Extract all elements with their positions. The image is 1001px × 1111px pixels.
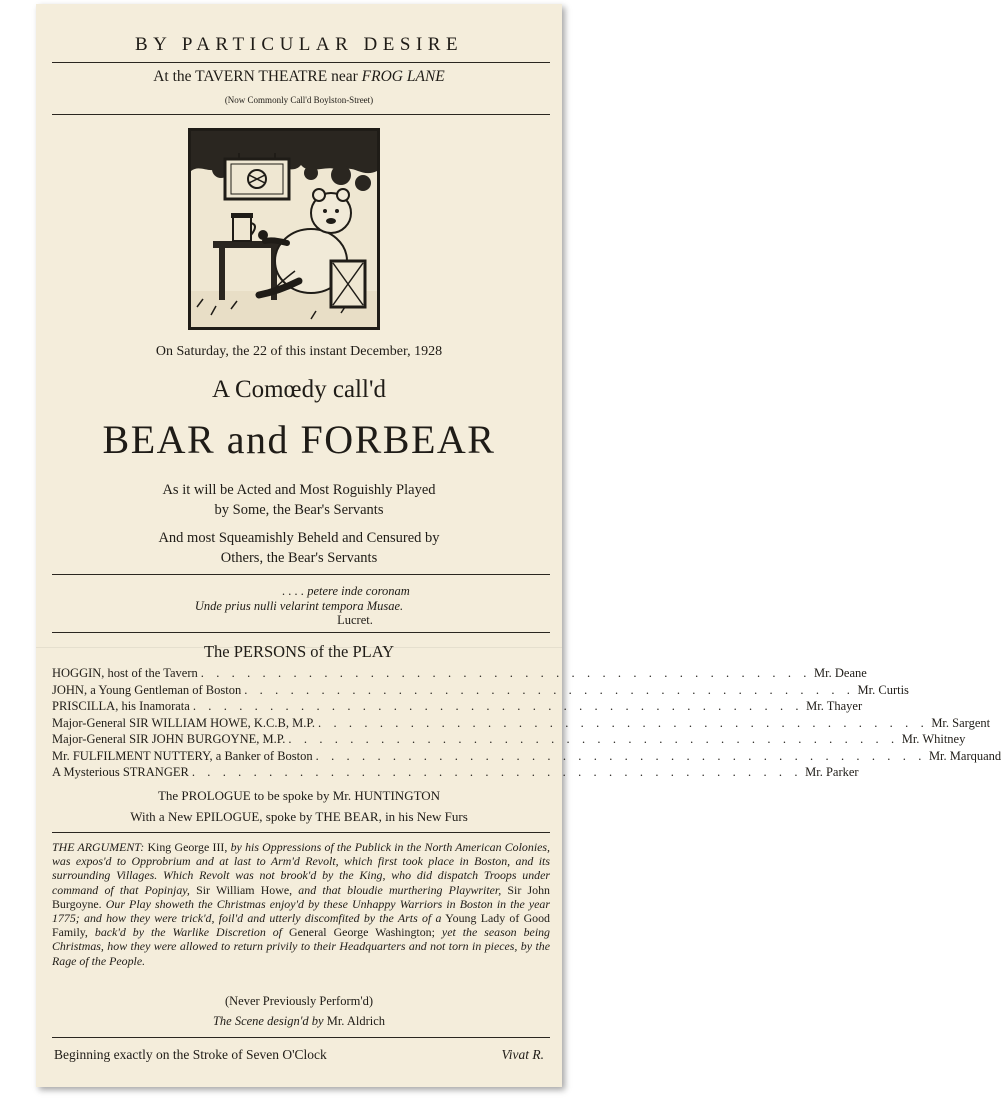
cast-actor: Mr. Marquand: [928, 748, 1001, 763]
cast-role: Major-General SIR WILLIAM HOWE, K.C.B, M.P.: [52, 715, 316, 730]
by-particular-desire-heading: BY PARTICULAR DESIRE: [134, 34, 464, 55]
cast-role: HOGGIN, host of the Tavern: [52, 666, 198, 680]
scene-credit: [36, 1014, 562, 1029]
leader-dots: . . . . . . . . . . . . . . . . . . . . . . . . . . . . . . . . . . . . . . . .: [244, 682, 855, 697]
frog-lane: FROG LANE: [361, 68, 445, 85]
street-note: (Now Commonly Call'd Boylston-Street): [224, 95, 374, 105]
rule-top: [52, 62, 550, 63]
cast-actor: Mr. Sargent: [931, 715, 991, 730]
latin-quotation: [36, 584, 562, 628]
prologue-line: The PROLOGUE to be spoke by Mr. HUNTINGTON: [157, 788, 441, 803]
quote-line-1: . . . . petere inde coronam: [282, 584, 410, 598]
cast-role: Major-General SIR JOHN BURGOYNE, M.P.: [52, 732, 286, 746]
theatre-name: At the TAVERN THEATRE near: [153, 68, 358, 85]
rule-header-bottom: [52, 114, 550, 115]
leader-dots: . . . . . . . . . . . . . . . . . . . . . . . . . . . . . . . . . . . . . . . .: [288, 732, 899, 746]
argument-text: Our Play showeth the Christmas enjoy'd by these Unhappy Warriors in Boston in the year 1775; and how they were trick'd, foil'd and utterly discomfited by the Arts of a: [52, 896, 550, 926]
theatre-line: [36, 68, 562, 86]
beheld-line-1: And most Squeamishly Beheld and Censured by: [158, 530, 440, 546]
argument-text: back'd by the Warlike Discretion of: [94, 925, 282, 940]
cast-role: A Mysterious STRANGER: [52, 765, 189, 779]
leader-dots: . . . . . . . . . . . . . . . . . . . . . . . . . . . . . . . . . . . . . . . .: [192, 699, 804, 713]
cast-actor: Mr. Parker: [805, 765, 859, 779]
argument-paragraph: [52, 840, 550, 968]
argument-text: and that bloudie murthering Playwriter,: [298, 882, 502, 897]
play-title: BEAR and FORBEAR: [102, 417, 496, 462]
cast-actor: Mr. Whitney: [901, 732, 966, 746]
epilogue-line: With a New EPILOGUE, spoke by THE BEAR, in his New Furs: [130, 809, 468, 824]
leader-dots: . . . . . . . . . . . . . . . . . . . . . . . . . . . . . . . . . . . . . . . .: [318, 715, 929, 730]
argument-label: THE ARGUMENT:: [52, 840, 145, 854]
beheld-line-2: Others, the Bear's Servants: [220, 550, 378, 566]
cast-role: Mr. FULFILMENT NUTTERY, a Banker of Boston: [52, 748, 313, 763]
cast-row: [52, 682, 909, 700]
rule-before-persons: [52, 632, 550, 633]
acted-line-2: by Some, the Bear's Servants: [214, 502, 384, 518]
cast-row: [52, 732, 966, 749]
argument-text: yet the season being Christmas, how they were allowed to return privily to their Headquarters and not torn in pieces, by the Rage of the People.: [52, 925, 551, 968]
comoedy-heading: A Comœdy call'd: [212, 376, 386, 403]
start-time-line: Beginning exactly on the Stroke of Seven O'Clock: [54, 1047, 327, 1062]
cast-row: [52, 715, 991, 733]
cast-actor: Mr. Deane: [814, 666, 867, 680]
argument-text: Sir William Howe,: [196, 882, 293, 897]
cast-row: [52, 765, 859, 782]
never-performed-note: (Never Previously Perform'd): [224, 994, 374, 1008]
performance-date: On Saturday, the 22 of this instant December, 1928: [155, 344, 443, 359]
cast-row: [52, 699, 863, 716]
cast-role: PRISCILLA, his Inamorata: [52, 699, 190, 713]
argument-text: King George III,: [147, 840, 228, 854]
argument-text: General George Washington;: [288, 925, 435, 940]
leader-dots: . . . . . . . . . . . . . . . . . . . . . . . . . . . . . . . . . . . . . . . .: [200, 666, 812, 680]
rule-before-argument: [52, 832, 550, 833]
rule-footer: [52, 1037, 550, 1038]
quote-line-2: Unde prius nulli velarint tempora Musae.: [194, 598, 404, 613]
cast-list: [52, 666, 1001, 782]
cast-actor: Mr. Thayer: [806, 699, 863, 713]
rule-before-quote: [52, 574, 550, 575]
quote-attribution: Lucret.: [337, 613, 373, 627]
argument-text: Young Lady of Good Family,: [52, 911, 550, 940]
leader-dots: . . . . . . . . . . . . . . . . . . . . . . . . . . . . . . . . . . . . . . . .: [191, 765, 803, 779]
cast-actor: Mr. Curtis: [857, 682, 909, 697]
argument-text: by his Oppressions of the Publick in the North American Colonies, was expos'd to Opprobrium and at last to Arm'd Revolt, which first took place in Boston, and its surrounding Villages. Which Revolt was not brook'd by the King, who did dispatch Troops under command of that Popinjay,: [52, 840, 551, 897]
playbill-sheet: [36, 4, 1001, 1087]
cast-role: JOHN, a Young Gentleman of Boston: [52, 682, 242, 697]
cast-row: [52, 748, 1001, 766]
bear-woodcut-icon: [191, 131, 377, 327]
vivat-rex: Vivat R.: [501, 1047, 544, 1062]
acted-line-1: As it will be Acted and Most Roguishly Played: [162, 482, 436, 498]
beheld-statement: [36, 528, 562, 568]
bear-woodcut-illustration: [188, 128, 380, 330]
argument-text: Sir John Burgoyne.: [52, 882, 550, 911]
scene-credit-label: The Scene design'd by: [212, 1014, 324, 1028]
acted-statement: [36, 480, 562, 520]
leader-dots: . . . . . . . . . . . . . . . . . . . . . . . . . . . . . . . . . . . . . . . .: [315, 748, 926, 763]
scene-designer: Mr. Aldrich: [326, 1014, 386, 1028]
persons-heading: The PERSONS of the PLAY: [203, 642, 395, 661]
cast-row: [52, 666, 867, 683]
